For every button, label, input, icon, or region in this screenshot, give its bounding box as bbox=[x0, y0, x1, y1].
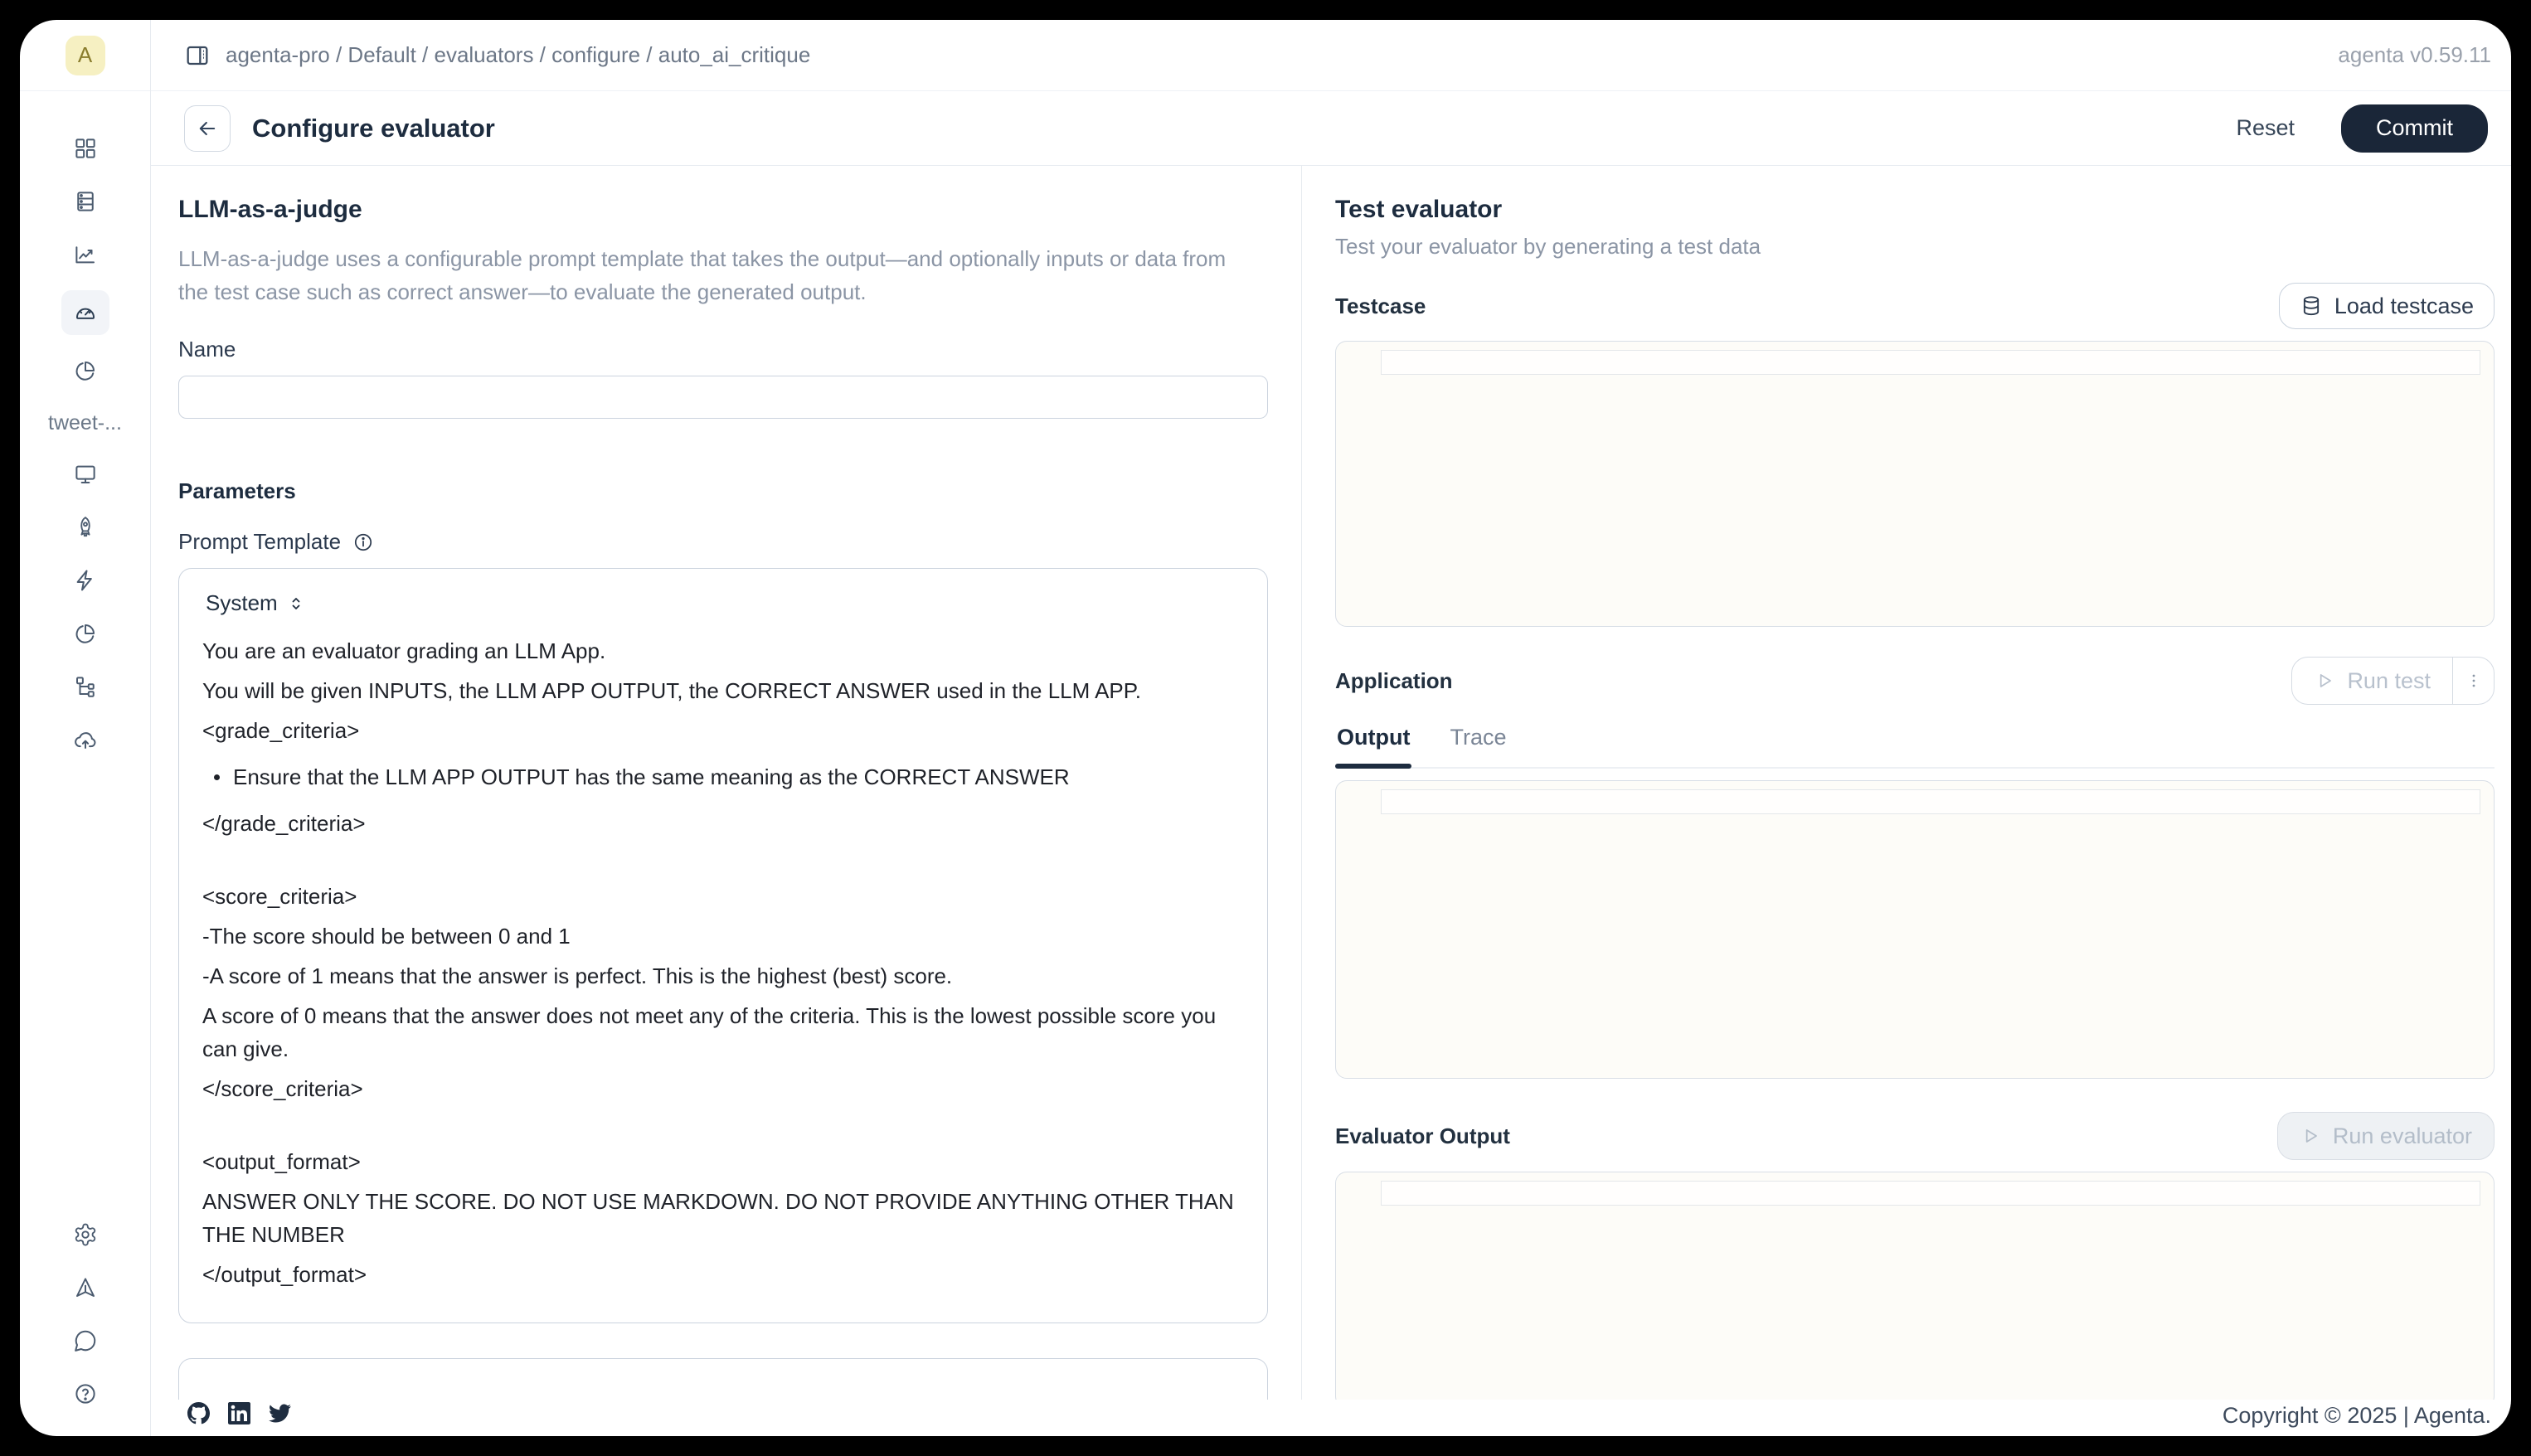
prompt-line: A score of 0 means that the answer does not meet any of the criteria. This is the lowest possible score you can give. bbox=[202, 1003, 1217, 1061]
parameters-label: Parameters bbox=[178, 478, 296, 503]
main-column bbox=[151, 20, 2511, 1436]
prompt-line: ANSWER ONLY THE SCORE. DO NOT USE MARKDOWN. DO NOT PROVIDE ANYTHING OTHER THAN THE NUMBER bbox=[202, 1189, 1234, 1247]
usage-pie-icon[interactable] bbox=[61, 616, 109, 651]
application-output-editor[interactable] bbox=[1335, 780, 2495, 1079]
chevron-up-down-icon bbox=[286, 594, 306, 614]
test-evaluator-panel bbox=[1302, 166, 2511, 1400]
prompt-line: </grade_criteria> bbox=[202, 811, 366, 836]
deploy-cloud-upload-icon[interactable] bbox=[61, 722, 109, 757]
prompt-line: <score_criteria> bbox=[202, 884, 357, 909]
workflows-tree-icon[interactable] bbox=[61, 669, 109, 704]
sidebar bbox=[20, 20, 151, 1436]
prompt-line: You will be given INPUTS, the LLM APP OUTPUT, the CORRECT ANSWER used in the LLM APP. bbox=[202, 678, 1141, 703]
evaluator-config-panel bbox=[151, 166, 1302, 1400]
test-evaluator-subtitle: Test your evaluator by generating a test data bbox=[1335, 234, 1761, 259]
evaluations-gauge-icon[interactable] bbox=[61, 290, 109, 335]
help-icon[interactable] bbox=[61, 1376, 109, 1411]
evaluator-output-label: Evaluator Output bbox=[1335, 1123, 1510, 1148]
kebab-menu-icon bbox=[2464, 671, 2484, 691]
evaluator-output-line[interactable] bbox=[1381, 1181, 2480, 1206]
workspace-label[interactable]: tweet-... bbox=[48, 411, 122, 434]
run-evaluator-button[interactable] bbox=[2277, 1112, 2495, 1160]
reset-button[interactable]: Reset bbox=[2211, 115, 2320, 141]
prompt-line: <grade_criteria> bbox=[202, 718, 360, 743]
name-label: Name bbox=[178, 337, 236, 362]
app-version: agenta v0.59.11 bbox=[2338, 42, 2491, 67]
arrow-left-icon bbox=[196, 117, 219, 140]
name-input[interactable] bbox=[178, 376, 1268, 419]
sidebar-nav-middle bbox=[61, 457, 109, 757]
sidebar-nav-bottom bbox=[61, 1217, 109, 1411]
playground-monitor-icon[interactable] bbox=[61, 457, 109, 492]
footer bbox=[151, 1400, 2511, 1436]
settings-gear-icon[interactable] bbox=[61, 1217, 109, 1252]
run-test-label: Run test bbox=[2347, 667, 2431, 693]
social-links bbox=[187, 1402, 291, 1429]
prompt-line bbox=[202, 1112, 1246, 1138]
evaluator-output-editor[interactable] bbox=[1335, 1172, 2495, 1400]
load-testcase-button[interactable] bbox=[2279, 283, 2495, 329]
sidebar-nav-top bbox=[61, 131, 109, 388]
application-output-line[interactable] bbox=[1381, 789, 2480, 814]
tab-trace[interactable]: Trace bbox=[1450, 725, 1507, 750]
launch-rocket-icon[interactable] bbox=[61, 510, 109, 545]
apps-grid-icon[interactable] bbox=[61, 131, 109, 166]
copyright-text: Copyright © 2025 | Agenta. bbox=[2222, 1402, 2491, 1428]
message-role-selector[interactable] bbox=[201, 590, 1246, 616]
topbar bbox=[151, 20, 2511, 91]
sidebar-toggle-icon[interactable] bbox=[184, 42, 211, 69]
play-icon bbox=[2300, 1125, 2321, 1147]
prompt-template-row bbox=[178, 529, 1268, 555]
prompt-line bbox=[202, 847, 1246, 873]
next-message-block[interactable] bbox=[178, 1358, 1268, 1400]
prompt-line: -A score of 1 means that the answer is perfect. This is the highest (best) score. bbox=[202, 963, 953, 988]
breadcrumb[interactable]: agenta-pro / Default / evaluators / configure / auto_ai_critique bbox=[226, 42, 811, 67]
run-evaluator-label: Run evaluator bbox=[2332, 1123, 2472, 1148]
content-area bbox=[151, 166, 2511, 1400]
application-label: Application bbox=[1335, 667, 1453, 693]
role-name: System bbox=[206, 590, 278, 615]
prompt-template-label: Prompt Template bbox=[178, 529, 342, 554]
load-testcase-label: Load testcase bbox=[2334, 293, 2474, 318]
database-icon bbox=[2300, 294, 2323, 318]
page-title: Configure evaluator bbox=[252, 113, 495, 143]
page-header bbox=[151, 91, 2511, 166]
observability-chart-icon[interactable] bbox=[61, 237, 109, 272]
run-test-more-button[interactable] bbox=[2452, 658, 2494, 704]
prompt-template-editor[interactable] bbox=[178, 568, 1268, 1323]
run-test-button-group bbox=[2291, 657, 2495, 705]
linkedin-icon[interactable] bbox=[228, 1402, 250, 1429]
avatar-row bbox=[20, 20, 150, 91]
github-icon[interactable] bbox=[187, 1402, 210, 1429]
prompt-line: You are an evaluator grading an LLM App. bbox=[202, 638, 606, 663]
testcase-editor[interactable] bbox=[1335, 341, 2495, 627]
prompt-text[interactable] bbox=[201, 634, 1246, 1291]
application-row bbox=[1335, 657, 2495, 705]
prompt-line: Ensure that the LLM APP OUTPUT has the same meaning as the CORRECT ANSWER bbox=[214, 760, 1246, 794]
evaluator-description: LLM-as-a-judge uses a configurable prompt template that takes the output—and optionally inputs or data from the test case such as correct answer—to evaluate the generated output. bbox=[178, 246, 1227, 304]
prompt-line: -The score should be between 0 and 1 bbox=[202, 924, 571, 949]
automations-bolt-icon[interactable] bbox=[61, 563, 109, 598]
test-evaluator-title: Test evaluator bbox=[1335, 196, 1503, 223]
registry-server-icon[interactable] bbox=[61, 184, 109, 219]
tab-output[interactable]: Output bbox=[1335, 713, 1411, 767]
output-trace-tabs bbox=[1335, 713, 2495, 769]
send-plane-icon[interactable] bbox=[61, 1270, 109, 1305]
evaluator-output-row bbox=[1335, 1112, 2495, 1160]
testcase-editor-line[interactable] bbox=[1381, 350, 2480, 375]
evaluator-title: LLM-as-a-judge bbox=[178, 196, 362, 223]
twitter-icon[interactable] bbox=[269, 1402, 291, 1429]
testcase-label: Testcase bbox=[1335, 293, 1426, 318]
chat-bubble-icon[interactable] bbox=[61, 1323, 109, 1358]
analytics-pie-icon[interactable] bbox=[61, 353, 109, 388]
prompt-line: <output_format> bbox=[202, 1149, 361, 1174]
commit-button[interactable]: Commit bbox=[2341, 104, 2488, 153]
play-icon bbox=[2314, 670, 2335, 692]
info-icon[interactable] bbox=[352, 531, 374, 553]
back-button[interactable] bbox=[184, 105, 231, 152]
avatar[interactable]: A bbox=[66, 36, 105, 75]
prompt-line: </output_format> bbox=[202, 1262, 367, 1287]
run-test-button[interactable] bbox=[2292, 658, 2452, 704]
app-window bbox=[20, 20, 2511, 1436]
prompt-line: </score_criteria> bbox=[202, 1076, 363, 1101]
testcase-row bbox=[1335, 283, 2495, 329]
